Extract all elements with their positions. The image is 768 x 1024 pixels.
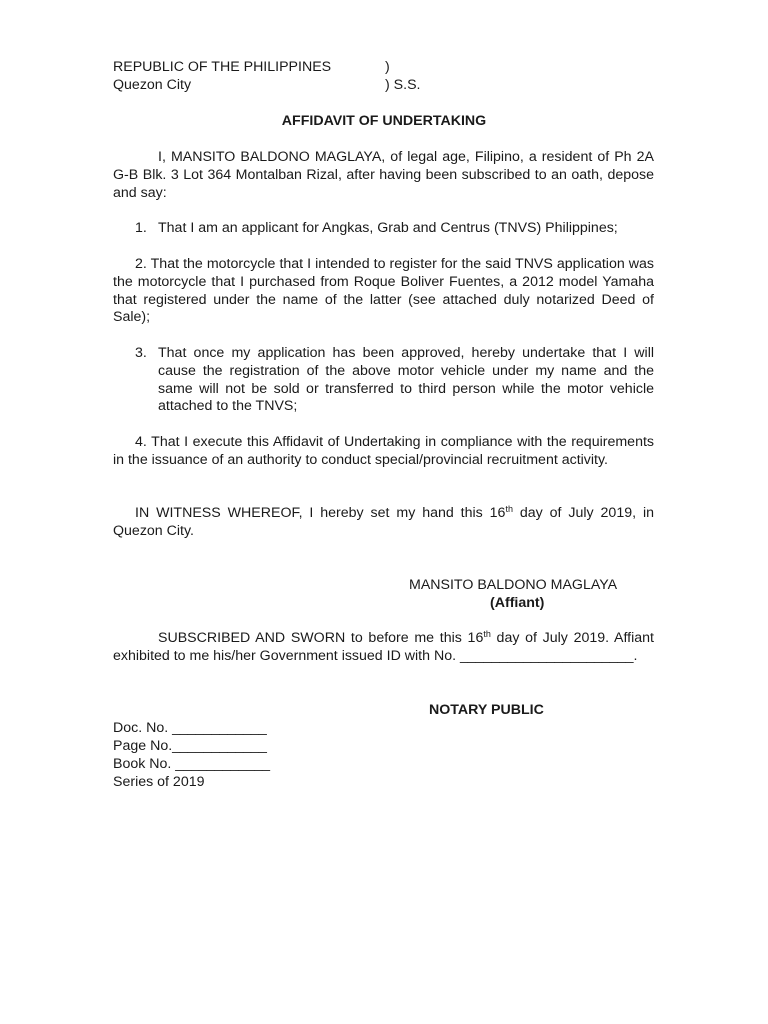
document-title: AFFIDAVIT OF UNDERTAKING bbox=[281, 113, 487, 129]
intro-paragraph bbox=[113, 149, 654, 202]
intro-text: I, MANSITO BALDONO MAGLAYA, of legal age, Filipino, a resident of Ph 2A G-B Blk. 3 Lot 364 Montalban Rizal, after having been subscribed to an oath, depose and say: bbox=[113, 149, 654, 201]
witness-text-after: day of July 2019, in Quezon City. bbox=[113, 505, 654, 539]
caption-ss: ) S.S. bbox=[385, 77, 421, 93]
witness-paragraph bbox=[113, 505, 654, 541]
book-number-field: Book No. ____________ bbox=[113, 756, 270, 772]
item-2-paragraph bbox=[113, 256, 654, 327]
jurat-text-before: SUBSCRIBED AND SWORN to before me this 16 bbox=[158, 630, 484, 646]
jurat-ordinal: th bbox=[483, 629, 491, 639]
page-number-field: Page No.____________ bbox=[113, 738, 267, 754]
item-3-text: That once my application has been approved, hereby undertake that I will cause the registration of the above motor vehicle under my name and the same will not be sold or transferred to third person while the motor vehicle attached to the TNVS; bbox=[158, 345, 654, 415]
caption-republic: REPUBLIC OF THE PHILIPPINES bbox=[113, 59, 332, 75]
item-2-number: 2. bbox=[135, 256, 147, 272]
item-4-number: 4. bbox=[135, 434, 147, 450]
jurat-text-after: day of July 2019. Affiant exhibited to me his/her Government issued ID with No. ______________________. bbox=[113, 630, 654, 664]
witness-text-before: IN WITNESS WHEREOF, I hereby set my hand this 16 bbox=[135, 505, 506, 521]
caption-paren: ) bbox=[385, 59, 390, 75]
series-field: Series of 2019 bbox=[113, 774, 205, 790]
notary-public-label: NOTARY PUBLIC bbox=[429, 702, 544, 718]
item-1-text: That I am an applicant for Angkas, Grab and Centrus (TNVS) Philippines; bbox=[158, 220, 618, 236]
item-2-text: That the motorcycle that I intended to register for the said TNVS application was the motorcycle that I purchased from Roque Boliver Fuentes, a 2012 model Yamaha that registered under the name of the latter (see attached duly notarized Deed of Sale); bbox=[113, 256, 655, 326]
doc-number-field: Doc. No. ____________ bbox=[113, 720, 267, 736]
item-4-text: That I execute this Affidavit of Undertaking in compliance with the requirements in the issuance of an authority to conduct special/provincial recruitment activity. bbox=[113, 434, 654, 468]
witness-ordinal: th bbox=[505, 504, 513, 514]
caption-city: Quezon City bbox=[113, 77, 192, 93]
item-3-number: 3. bbox=[135, 345, 147, 361]
item-1-number: 1. bbox=[135, 220, 147, 236]
item-4-paragraph bbox=[113, 434, 654, 470]
affiant-name: MANSITO BALDONO MAGLAYA bbox=[409, 577, 618, 593]
affiant-role: (Affiant) bbox=[490, 595, 545, 611]
jurat-paragraph bbox=[113, 630, 654, 666]
